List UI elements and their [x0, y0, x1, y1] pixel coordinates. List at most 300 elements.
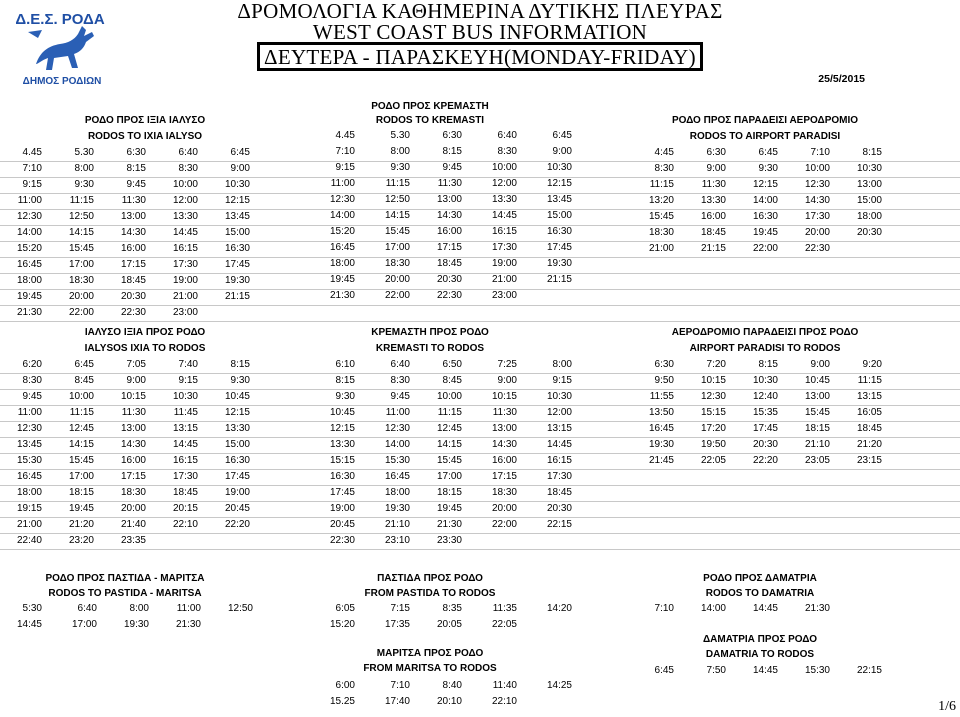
- departure-time: 15:20: [16, 243, 42, 254]
- departure-time: 7:40: [178, 359, 198, 370]
- departure-time: 17:45: [546, 242, 572, 253]
- departure-time: 21:30: [16, 307, 42, 318]
- departure-time: 8:40: [442, 680, 462, 691]
- departure-time: 9:45: [442, 162, 462, 173]
- departure-time: 10:00: [804, 163, 830, 174]
- departure-time: 8:30: [22, 375, 42, 386]
- departure-time: 20:10: [436, 696, 462, 707]
- s8-header-greek: ΠΑΣΤΙΔΑ ΠΡΟΣ ΡΟΔΟ: [377, 573, 483, 584]
- departure-time: 16:00: [700, 211, 726, 222]
- departure-time: 16:30: [329, 471, 355, 482]
- departure-time: 18:45: [436, 258, 462, 269]
- departure-time: 6:40: [178, 147, 198, 158]
- departure-time: 14:45: [172, 227, 198, 238]
- departure-time: 14:00: [329, 210, 355, 221]
- departure-time: 22:20: [752, 455, 778, 466]
- departure-time: 8:15: [126, 163, 146, 174]
- departure-time: 14:15: [68, 227, 94, 238]
- departure-time: 23:10: [384, 535, 410, 546]
- departure-time: 15:45: [436, 455, 462, 466]
- departure-time: 16:00: [120, 243, 146, 254]
- departure-time: 13:15: [546, 423, 572, 434]
- departure-time: 18:00: [384, 487, 410, 498]
- departure-time: 10:00: [68, 391, 94, 402]
- departure-time: 9:00: [706, 163, 726, 174]
- departure-time: 23:20: [68, 535, 94, 546]
- s6-header-greek: ΑΕΡΟΔΡΟΜΙΟ ΠΑΡΑΔΕΙΣΙ ΠΡΟΣ ΡΟΔΟ: [671, 327, 859, 338]
- departure-time: 20:30: [436, 274, 462, 285]
- departure-time: 10:45: [329, 407, 355, 418]
- departure-time: 16:00: [120, 455, 146, 466]
- departure-time: 18:30: [68, 275, 94, 286]
- departure-time: 14:45: [491, 210, 517, 221]
- deer-icon: [36, 26, 94, 70]
- departure-time: 21:15: [224, 291, 250, 302]
- logo-text-bottom: ΔΗΜΟΣ ΡΟΔΙΩΝ: [22, 76, 102, 87]
- departure-time: 22:30: [120, 307, 146, 318]
- departure-time: 22:15: [856, 665, 882, 676]
- departure-time: 22:05: [491, 619, 517, 630]
- departure-time: 18:45: [120, 275, 146, 286]
- departure-time: 21:30: [329, 290, 355, 301]
- departure-time: 15:45: [384, 226, 410, 237]
- departure-time: 4.45: [335, 130, 355, 141]
- departure-time: 9:00: [126, 375, 146, 386]
- departure-time: 18:00: [16, 275, 42, 286]
- departure-time: 19:45: [329, 274, 355, 285]
- departure-time: 6:50: [442, 359, 462, 370]
- departure-time: 17:20: [700, 423, 726, 434]
- departure-time: 16:15: [172, 243, 198, 254]
- departure-time: 13:00: [804, 391, 830, 402]
- departure-time: 6:45: [552, 130, 572, 141]
- departure-time: 23:05: [804, 455, 830, 466]
- departure-time: 8:00: [74, 163, 94, 174]
- departure-time: 13:00: [491, 423, 517, 434]
- departure-time: 23:30: [436, 535, 462, 546]
- departure-time: 10:15: [700, 375, 726, 386]
- departure-time: 13:30: [224, 423, 250, 434]
- departure-time: 16:45: [648, 423, 674, 434]
- departure-time: 8:15: [862, 147, 882, 158]
- departure-time: 19:45: [68, 503, 94, 514]
- departure-time: 12:15: [752, 179, 778, 190]
- departure-time: 23:00: [491, 290, 517, 301]
- s11-header-english: DAMATRIA TO RODOS: [705, 649, 815, 660]
- departure-time: 22:05: [700, 455, 726, 466]
- departure-time: 15:30: [16, 455, 42, 466]
- departure-time: 8:00: [552, 359, 572, 370]
- departure-time: 19:30: [546, 258, 572, 269]
- departure-time: 6:05: [335, 603, 355, 614]
- departure-time: 6:40: [497, 130, 517, 141]
- departure-time: 9:15: [552, 375, 572, 386]
- departure-time: 11:40: [492, 680, 517, 691]
- departure-time: 15:45: [68, 243, 94, 254]
- departure-time: 7:20: [706, 359, 726, 370]
- departure-time: 15:20: [329, 619, 355, 630]
- departure-time: 8:15: [442, 146, 462, 157]
- departure-time: 17:35: [384, 619, 410, 630]
- departure-time: 22:00: [752, 243, 778, 254]
- departure-time: 20:00: [68, 291, 94, 302]
- departure-time: 13:00: [436, 194, 462, 205]
- departure-time: 9:20: [862, 359, 882, 370]
- departure-time: 23:35: [120, 535, 146, 546]
- departure-time: 16:45: [384, 471, 410, 482]
- departure-time: 11:00: [17, 407, 42, 418]
- s10-header-greek: ΡΟΔΟ ΠΡΟΣ ΔΑΜΑΤΡΙΑ: [703, 573, 817, 584]
- departure-time: 12:00: [491, 178, 517, 189]
- departure-time: 7:50: [706, 665, 726, 676]
- s4-header-greek: ΙΑΛΥΣΟ ΙΞΙΑ ΠΡΟΣ ΡΟΔΟ: [84, 327, 206, 338]
- departure-time: 16:30: [224, 455, 250, 466]
- departure-time: 8:00: [129, 603, 149, 614]
- departure-time: 17:00: [71, 619, 97, 630]
- s4-header-english: IALYSOS IXIA TO RODOS: [84, 343, 206, 354]
- departure-time: 15:20: [329, 226, 355, 237]
- departure-time: 12:30: [329, 194, 355, 205]
- departure-time: 19:45: [436, 503, 462, 514]
- departure-time: 15:00: [224, 227, 250, 238]
- departure-time: 13:30: [491, 194, 517, 205]
- departure-time: 15:30: [804, 665, 830, 676]
- departure-time: 6:45: [74, 359, 94, 370]
- departure-time: 5.30: [390, 130, 410, 141]
- departure-time: 17:30: [491, 242, 517, 253]
- departure-time: 15:35: [752, 407, 778, 418]
- departure-time: 14:30: [804, 195, 830, 206]
- departure-time: 9:00: [497, 375, 517, 386]
- departure-time: 11:30: [121, 195, 146, 206]
- departure-time: 13:15: [856, 391, 882, 402]
- departure-time: 13:45: [546, 194, 572, 205]
- departure-time: 8:30: [390, 375, 410, 386]
- departure-time: 18:30: [120, 487, 146, 498]
- title-line-3: ΔΕΥΤΕΡΑ - ΠΑΡΑΣΚΕΥΗ(MONDAY-FRIDAY): [120, 42, 840, 71]
- departure-time: 20:00: [804, 227, 830, 238]
- s11-header-greek: ΔΑΜΑΤΡΙΑ ΠΡΟΣ ΡΟΔΟ: [702, 634, 817, 645]
- departure-time: 7:10: [22, 163, 42, 174]
- departure-time: 12:45: [68, 423, 94, 434]
- departure-time: 9:00: [552, 146, 572, 157]
- departure-time: 18:15: [804, 423, 830, 434]
- departure-time: 14:30: [120, 227, 146, 238]
- departure-time: 14:30: [436, 210, 462, 221]
- departure-time: 21:30: [175, 619, 201, 630]
- departure-time: 9:15: [22, 179, 42, 190]
- departure-time: 14:45: [172, 439, 198, 450]
- departure-time: 19:15: [16, 503, 42, 514]
- departure-time: 17:45: [224, 471, 250, 482]
- departure-time: 16:15: [172, 455, 198, 466]
- departure-time: 18:00: [16, 487, 42, 498]
- departure-time: 6:40: [77, 603, 97, 614]
- departure-time: 21:20: [856, 439, 882, 450]
- departure-time: 12:50: [384, 194, 410, 205]
- departure-time: 11:15: [437, 407, 462, 418]
- departure-time: 11:00: [330, 178, 355, 189]
- departure-time: 17:00: [68, 259, 94, 270]
- departure-time: 16:45: [16, 259, 42, 270]
- departure-time: 21:20: [68, 519, 94, 530]
- departure-time: 22:20: [224, 519, 250, 530]
- departure-time: 21:00: [648, 243, 674, 254]
- departure-time: 11:30: [437, 178, 462, 189]
- departure-time: 15.25: [329, 696, 355, 707]
- departure-time: 17:45: [329, 487, 355, 498]
- departure-time: 18:15: [68, 487, 94, 498]
- s3-header-greek: ΡΟΔΟ ΠΡΟΣ ΠΑΡΑΔΕΙΣΙ ΑΕΡΟΔΡΟΜΙΟ: [671, 115, 859, 126]
- s7-header-greek: ΡΟΔΟ ΠΡΟΣ ΠΑΣΤΙΔΑ - ΜΑΡΙΤΣΑ: [45, 573, 205, 584]
- s2-header-english: RODOS TO KREMASTI: [375, 115, 485, 126]
- departure-time: 23:15: [856, 455, 882, 466]
- departure-time: 11:15: [857, 375, 882, 386]
- departure-time: 9:15: [178, 375, 198, 386]
- departure-time: 16:45: [16, 471, 42, 482]
- departure-time: 15:45: [68, 455, 94, 466]
- s1-header-greek: ΡΟΔΟ ΠΡΟΣ ΙΞΙΑ ΙΑΛΥΣΟ: [84, 115, 206, 126]
- departure-time: 15:00: [224, 439, 250, 450]
- departure-time: 9:15: [335, 162, 355, 173]
- departure-time: 15:15: [700, 407, 726, 418]
- departure-time: 6:45: [758, 147, 778, 158]
- departure-time: 6:00: [335, 680, 355, 691]
- departure-time: 11:00: [17, 195, 42, 206]
- departure-time: 10:30: [546, 162, 572, 173]
- departure-time: 17:00: [68, 471, 94, 482]
- departure-time: 10:00: [436, 391, 462, 402]
- departure-time: 12:15: [329, 423, 355, 434]
- departure-time: 22:00: [384, 290, 410, 301]
- departure-time: 13:30: [329, 439, 355, 450]
- departure-time: 11:35: [492, 603, 517, 614]
- departure-time: 12:40: [752, 391, 778, 402]
- departure-time: 18:45: [546, 487, 572, 498]
- departure-time: 22:30: [804, 243, 830, 254]
- s8-header-english: FROM PASTIDA TO RODOS: [364, 588, 496, 599]
- departure-time: 12:30: [384, 423, 410, 434]
- departure-time: 13:00: [120, 423, 146, 434]
- departure-time: 10:15: [120, 391, 146, 402]
- departure-time: 18:15: [436, 487, 462, 498]
- departure-time: 14:00: [700, 603, 726, 614]
- departure-time: 19:30: [224, 275, 250, 286]
- departure-time: 15:00: [856, 195, 882, 206]
- departure-time: 17:15: [120, 259, 146, 270]
- departure-time: 9:00: [230, 163, 250, 174]
- departure-time: 13:15: [172, 423, 198, 434]
- departure-time: 22:00: [68, 307, 94, 318]
- departure-time: 6:30: [706, 147, 726, 158]
- departure-time: 16:30: [752, 211, 778, 222]
- departure-time: 22:10: [172, 519, 198, 530]
- departure-time: 14:30: [120, 439, 146, 450]
- departure-time: 9:30: [335, 391, 355, 402]
- departure-time: 7:10: [335, 146, 355, 157]
- departure-time: 15:00: [546, 210, 572, 221]
- departure-time: 9:45: [22, 391, 42, 402]
- title-line-1: ΔΡΟΜΟΛΟΓΙΑ ΚΑΘΗΜΕΡΙΝΑ ΔΥΤΙΚΗΣ ΠΛΕΥΡΑΣ: [237, 0, 723, 23]
- s3-header-english: RODOS TO AIRPORT PARADISI: [689, 131, 841, 142]
- departure-time: 11:30: [492, 407, 517, 418]
- departure-time: 10:30: [172, 391, 198, 402]
- departure-time: 8:35: [442, 603, 462, 614]
- departure-time: 10:30: [546, 391, 572, 402]
- departure-time: 9:30: [74, 179, 94, 190]
- s2-header-greek: ΡΟΔΟ ΠΡΟΣ ΚΡΕΜΑΣΤΗ: [371, 101, 489, 112]
- departure-time: 16:30: [224, 243, 250, 254]
- departure-time: 14:15: [384, 210, 410, 221]
- departure-time: 9:45: [126, 179, 146, 190]
- departure-time: 19:50: [700, 439, 726, 450]
- departure-time: 9:30: [230, 375, 250, 386]
- departure-time: 8:45: [74, 375, 94, 386]
- departure-time: 15:45: [648, 211, 674, 222]
- departure-time: 16:15: [546, 455, 572, 466]
- departure-time: 17:00: [384, 242, 410, 253]
- departure-time: 14:00: [384, 439, 410, 450]
- departure-time: 11:55: [649, 391, 674, 402]
- departure-time: 18:45: [172, 487, 198, 498]
- departure-time: 21:10: [804, 439, 830, 450]
- departure-time: 10:45: [804, 375, 830, 386]
- s9-header-english: FROM MARITSA TO RODOS: [363, 663, 497, 674]
- departure-time: 17:30: [546, 471, 572, 482]
- departure-time: 8:45: [442, 375, 462, 386]
- logo-text-top: Δ.Ε.Σ. ΡΟΔΑ: [15, 11, 105, 28]
- departure-time: 20:45: [224, 503, 250, 514]
- departure-time: 21:30: [436, 519, 462, 530]
- departure-time: 21:15: [700, 243, 726, 254]
- departure-time: 21:30: [804, 603, 830, 614]
- departure-time: 12:45: [436, 423, 462, 434]
- departure-time: 4:45: [654, 147, 674, 158]
- departure-time: 19:30: [384, 503, 410, 514]
- departure-time: 13:20: [648, 195, 674, 206]
- page-number: 1/6: [938, 699, 956, 714]
- departure-time: 18:30: [384, 258, 410, 269]
- s5-header-greek: ΚΡΕΜΑΣΤΗ ΠΡΟΣ ΡΟΔΟ: [371, 327, 489, 338]
- departure-time: 7:25: [497, 359, 517, 370]
- departure-time: 12:30: [700, 391, 726, 402]
- departure-time: 11:00: [176, 603, 201, 614]
- departure-time: 21:15: [546, 274, 572, 285]
- departure-time: 12:00: [546, 407, 572, 418]
- departure-time: 15:30: [384, 455, 410, 466]
- departure-time: 11:00: [385, 407, 410, 418]
- departure-time: 22:30: [436, 290, 462, 301]
- departure-time: 6:30: [442, 130, 462, 141]
- departure-time: 8:30: [654, 163, 674, 174]
- departure-time: 10:45: [224, 391, 250, 402]
- departure-time: 17:45: [752, 423, 778, 434]
- departure-time: 17:40: [384, 696, 410, 707]
- title-line-2: WEST COAST BUS INFORMATION: [312, 20, 648, 44]
- departure-time: 20:30: [120, 291, 146, 302]
- departure-time: 17:30: [804, 211, 830, 222]
- departure-time: 17:15: [436, 242, 462, 253]
- departure-time: 12:15: [224, 407, 250, 418]
- departure-time: 22:15: [546, 519, 572, 530]
- departure-time: 11:15: [385, 178, 410, 189]
- departure-time: 7:10: [654, 603, 674, 614]
- departure-time: 14:45: [752, 665, 778, 676]
- departure-time: 10:30: [856, 163, 882, 174]
- departure-time: 11:30: [701, 179, 726, 190]
- departure-time: 12:50: [68, 211, 94, 222]
- departure-time: 14:20: [546, 603, 572, 614]
- departure-time: 16:15: [491, 226, 517, 237]
- departure-time: 8:30: [178, 163, 198, 174]
- departure-time: 18:30: [648, 227, 674, 238]
- departure-time: 8:15: [230, 359, 250, 370]
- s7-header-english: RODOS TO PASTIDA - MARITSA: [48, 588, 202, 599]
- departure-time: 20:45: [329, 519, 355, 530]
- departure-time: 14:15: [436, 439, 462, 450]
- departure-time: 20:30: [752, 439, 778, 450]
- departure-time: 17:30: [172, 259, 198, 270]
- departure-time: 5.30: [74, 147, 94, 158]
- departure-time: 12:30: [804, 179, 830, 190]
- departure-time: 11:15: [69, 407, 94, 418]
- departure-time: 17:30: [172, 471, 198, 482]
- departure-time: 21:45: [648, 455, 674, 466]
- departure-time: 22:10: [491, 696, 517, 707]
- departure-time: 19:00: [329, 503, 355, 514]
- departure-time: 13:45: [16, 439, 42, 450]
- departure-time: 6:10: [335, 359, 355, 370]
- departure-time: 20:15: [172, 503, 198, 514]
- departure-time: 7:05: [126, 359, 146, 370]
- departure-time: 14:00: [16, 227, 42, 238]
- departure-time: 16:45: [329, 242, 355, 253]
- departure-time: 20:05: [436, 619, 462, 630]
- document-date: 25/5/2015: [818, 73, 865, 85]
- departure-time: 16:05: [856, 407, 882, 418]
- departure-time: 17:15: [491, 471, 517, 482]
- departure-time: 11:30: [121, 407, 146, 418]
- departure-time: 12:00: [172, 195, 198, 206]
- row-divider: [0, 321, 960, 322]
- departure-time: 14:25: [546, 680, 572, 691]
- departure-time: 14:00: [752, 195, 778, 206]
- departure-time: 17:00: [436, 471, 462, 482]
- departure-time: 6:40: [390, 359, 410, 370]
- row-divider: [0, 549, 960, 550]
- departure-time: 18:30: [491, 487, 517, 498]
- departure-time: 13:00: [120, 211, 146, 222]
- departure-time: 18:45: [856, 423, 882, 434]
- s10-header-english: RODOS TO DAMATRIA: [705, 588, 815, 599]
- departure-time: 5:30: [22, 603, 42, 614]
- departure-time: 8:15: [335, 375, 355, 386]
- departure-time: 12:30: [16, 423, 42, 434]
- departure-time: 14:45: [752, 603, 778, 614]
- departure-time: 19:45: [16, 291, 42, 302]
- departure-time: 20:00: [491, 503, 517, 514]
- departure-time: 12:30: [16, 211, 42, 222]
- departure-time: 16:00: [491, 455, 517, 466]
- departure-time: 15:45: [804, 407, 830, 418]
- s5-header-english: KREMASTI TO RODOS: [375, 343, 485, 354]
- departure-time: 20:00: [384, 274, 410, 285]
- s6-header-english: AIRPORT PARADISI TO RODOS: [689, 343, 841, 354]
- departure-time: 19:30: [648, 439, 674, 450]
- departure-time: 7:10: [810, 147, 830, 158]
- departure-time: 13:50: [648, 407, 674, 418]
- departure-time: 21:10: [384, 519, 410, 530]
